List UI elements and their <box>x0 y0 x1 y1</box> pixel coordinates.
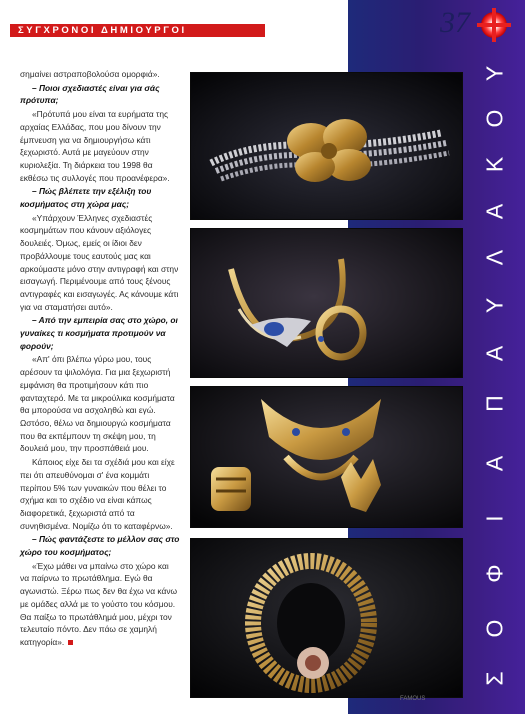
interview-answer <box>20 560 180 649</box>
interview-answer: «Απ' όπι βλέπω γύρω μου, τους αρέσουν τα ψιλολόγια. Για μια ξεχωριστή εμφάνιση θα προτιμήσουν κάτι πιο φανταχτερό. Με τα μικρούλικα κοσμήματα θα μπορούσα να ασχοληθώ και εγώ. Ωστόσο, θέλω να δημιουργώ κοσμήματα που θα εκπέμπουν τη σκέψη μου, τη δουλειά μου, την προσπάθειά μου. <box>20 354 175 454</box>
name-letter: Ο <box>481 619 508 638</box>
interview-question: – Πώς βλέπετε την εξέλιξη του κοσμήματος στη χώρα μας; <box>20 186 152 210</box>
name-letter: Σ <box>481 671 508 686</box>
name-letter: Α <box>481 345 508 362</box>
star-burst-icon <box>481 12 507 38</box>
name-letter: Π <box>481 395 508 412</box>
name-letter: Υ <box>481 297 508 314</box>
photo-bracelet-flower <box>190 72 463 220</box>
name-letter: Λ <box>481 249 508 266</box>
page-number: 37 <box>440 6 470 39</box>
name-letter: Ι <box>481 515 508 522</box>
section-tag: ΣΥΓΧΡΟΝΟΙ ΔΗΜΙΟΥΡΓΟΙ <box>10 24 265 37</box>
footer-mark: FAMOUS <box>400 696 426 702</box>
end-mark-icon <box>68 640 73 645</box>
name-letter: Α <box>481 203 508 220</box>
name-letter: Φ <box>481 564 508 583</box>
vertical-author-name <box>470 60 520 700</box>
interview-question: – Ποιοι σχεδιαστές είναι για σάς πρότυπα; <box>20 82 160 106</box>
article-paragraph: σημαίνει αστραποβολούσα ομορφιά». <box>20 69 160 79</box>
interview-answer: «Υπάρχουν Έλληνες σχεδιαστές κοσμημάτων που κάνουν αξιόλογες δουλειές. Όμως, εμείς οι ίδιοι δεν προβάλλουμε τους εαυτούς μας και αρκούμαστε μόνο στην αντιγραφή και στην εισαγωγή. Περιμένουμε από τους ξένους αντιγραφές και εισαγωγές. Ας κάνουμε κάτι για να σταματήσει αυτό». <box>20 212 179 312</box>
answer-text: «Έχω μάθει να μπαίνω στο χώρο και να παίρνω το πρωτάθλημα. Εγώ θα αγωνιστώ. Ξέρω πως δεν θα έχω να κάνω με ομάδες αλλά με το γούστο του κόσμου. Θα παίξω το πρωτάθλημά μου, μέχρι τον τελευταίο πόντο. Δεν πάω σε χαμηλή κατηγορία». <box>20 560 178 647</box>
interview-answer: «Πρότυπά μου είναι τα ευρήματα της αρχαίας Ελλάδας, που μου δίνουν την έμπνευση για να δημιουργήσω κάτι ξεχωριστό. Αυτά με μαγεύουν στην κυριολεξία. Τη διάρκεια του 1998 θα εκθέσω τις συλλογές που προανέφερα». <box>20 109 170 183</box>
photo-collar-cuff <box>190 386 463 528</box>
name-letter: Κ <box>481 156 508 173</box>
name-letter: Υ <box>481 65 508 82</box>
interview-question: – Πώς φαντάζεστε το μέλλον σας στο χώρο του κοσμήματος; <box>20 534 180 558</box>
interview-answer: Κάποιος είχε δει τα σχέδιά μου και είχε πει ότι απευθύνομαι σ' ένα κομμάτι περίπου 5% των γυναικών που θέλει το σχήμα και το σχέδιο να είναι κάπως διαφορετικά, ξεχωριστά από τα συνηθισμένα. Νομίζω ότι το καταφέρνω». <box>20 457 175 531</box>
article-column <box>20 68 180 650</box>
interview-question: – Από την εμπειρία σας στο χώρο, οι γυναίκες τι κοσμήματα προτιμούν να φορούν; <box>20 315 178 351</box>
photo-necklace-bangle <box>190 228 463 378</box>
photo-beaded-necklace <box>190 538 463 698</box>
name-letter: Ο <box>481 109 508 128</box>
name-letter: Α <box>481 455 508 472</box>
